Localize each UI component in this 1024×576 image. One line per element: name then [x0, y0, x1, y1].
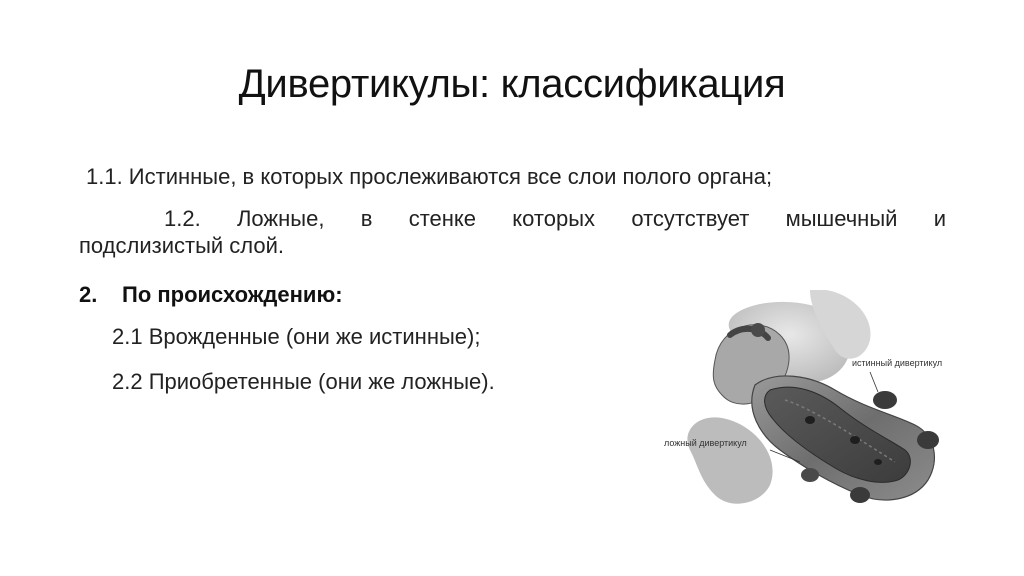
slide-title: Дивертикулы: классификация: [238, 62, 786, 106]
diverticula-illustration: [660, 290, 980, 520]
true-diverticulum-label: истинный дивертикул: [852, 358, 943, 368]
section-2-title: По происхождению:: [122, 282, 343, 307]
section-2-number: 2.: [79, 282, 98, 307]
false-diverticulum-shape: [850, 436, 860, 444]
item-2-2: 2.2 Приобретенные (они же ложные).: [112, 369, 495, 394]
background-loop-shape: [687, 417, 772, 503]
item-1-2-line2: подслизистый слой.: [79, 233, 285, 258]
diverticulum-shape: [801, 468, 819, 482]
item-2-1: 2.1 Врожденные (они же истинные);: [112, 324, 481, 349]
false-diverticulum-label: ложный дивертикул: [664, 438, 747, 448]
section-2-heading: [79, 282, 343, 308]
intestine-diverticula-drawing: [660, 290, 980, 520]
false-diverticulum-shape: [805, 416, 815, 424]
diverticulum-shape: [850, 487, 870, 503]
true-diverticulum-shape: [917, 431, 939, 449]
false-diverticulum-shape: [874, 459, 882, 465]
item-1-2-line1: 1.2. Ложные, в стенке которых отсутствует мышечный и: [164, 206, 946, 231]
item-1-1: 1.1. Истинные, в которых прослеживаются все слои полого органа;: [86, 164, 773, 189]
true-diverticulum-shape: [873, 391, 897, 409]
label-pointer-true: [870, 372, 878, 392]
